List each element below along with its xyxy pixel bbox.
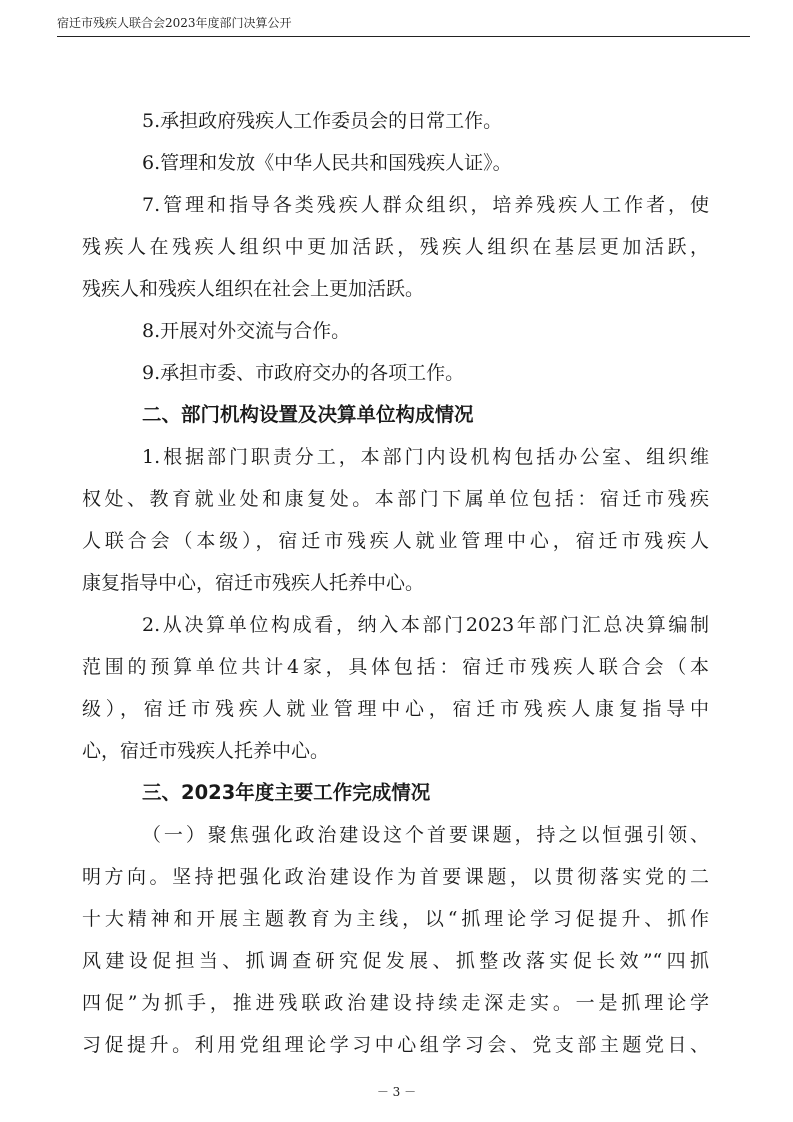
section-3-para-1-line-6: 习促提升。利用党组理论学习中心组学习会、党支部主题党日、 <box>82 1034 709 1056</box>
section-3-para-1-line-3: 十大精神和开展主题教育为主线，以“抓理论学习促提升、抓作 <box>82 908 709 930</box>
section-heading-2: 二、部门机构设置及决算单位构成情况 <box>142 403 474 426</box>
section-heading-3: 三、2023年度主要工作完成情况 <box>142 781 431 804</box>
page-number: － 3 － <box>376 1085 417 1099</box>
section-2-para-1-line-4: 康复指导中心，宿迁市残疾人托养中心。 <box>82 572 425 594</box>
page-header <box>57 12 750 34</box>
section-2-para-2-line-2: 范围的预算单位共计4家，具体包括：宿迁市残疾人联合会（本 <box>82 656 709 678</box>
duty-item-7-line-2: 残疾人在残疾人组织中更加活跃，残疾人组织在基层更加活跃， <box>82 236 709 258</box>
header-title: 宿迁市残疾人联合会2023年度部门决算公开 <box>57 16 292 30</box>
section-2-para-1-line-2: 权处、教育就业处和康复处。本部门下属单位包括：宿迁市残疾 <box>82 488 709 510</box>
section-2-para-1-line-1: 1.根据部门职责分工，本部门内设机构包括办公室、组织维 <box>142 446 709 468</box>
section-3-para-1-line-2: 明方向。坚持把强化政治建设作为首要课题，以贯彻落实党的二 <box>82 866 709 888</box>
duty-item-7-line-3: 残疾人和残疾人组织在社会上更加活跃。 <box>82 278 425 300</box>
duty-item-6: 6.管理和发放《中华人民共和国残疾人证》。 <box>142 152 512 174</box>
duty-item-7-line-1: 7.管理和指导各类残疾人群众组织，培养残疾人工作者，使 <box>142 194 709 216</box>
header-divider <box>57 36 750 37</box>
duty-item-5: 5.承担政府残疾人工作委员会的日常工作。 <box>142 110 503 132</box>
section-3-para-1-line-5: 四促”为抓手，推进残联政治建设持续走深走实。一是抓理论学 <box>82 992 709 1014</box>
section-2-para-2-line-4: 心，宿迁市残疾人托养中心。 <box>82 740 330 762</box>
section-2-para-2-line-3: 级），宿迁市残疾人就业管理中心，宿迁市残疾人康复指导中 <box>82 698 709 720</box>
section-3-para-1-line-1: （一）聚焦强化政治建设这个首要课题，持之以恒强引领、 <box>142 824 709 846</box>
section-3-para-1-line-4: 风建设促担当、抓调查研究促发展、抓整改落实促长效”“四抓 <box>82 950 709 972</box>
section-2-para-1-line-3: 人联合会（本级），宿迁市残疾人就业管理中心，宿迁市残疾人 <box>82 530 709 552</box>
duty-item-9: 9.承担市委、市政府交办的各项工作。 <box>142 362 465 384</box>
duty-item-8: 8.开展对外交流与合作。 <box>142 320 351 342</box>
section-2-para-2-line-1: 2.从决算单位构成看，纳入本部门2023年部门汇总决算编制 <box>142 614 709 636</box>
